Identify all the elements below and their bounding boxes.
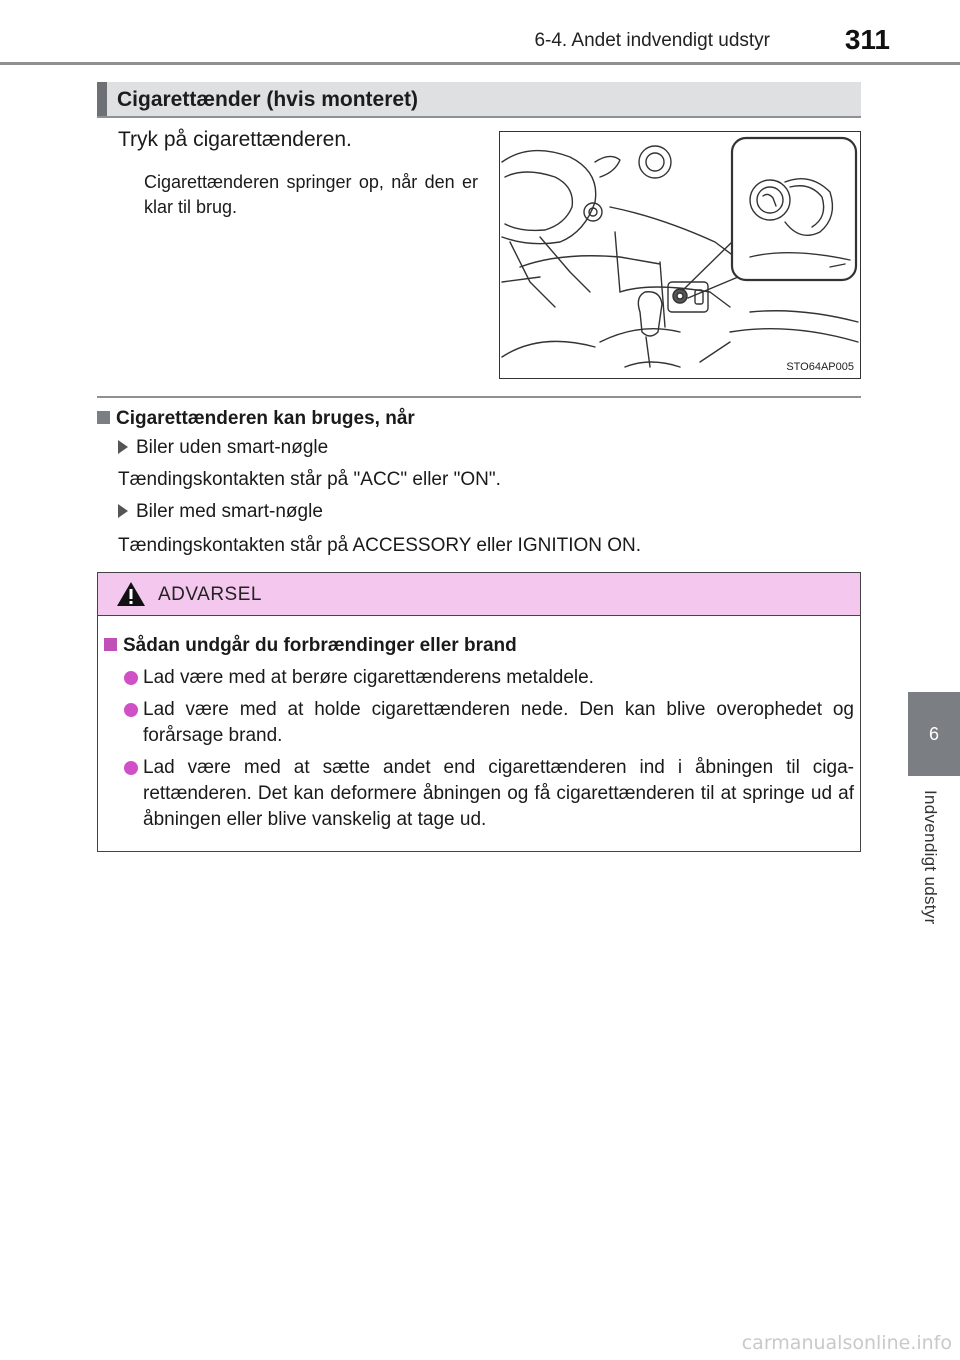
warning-title [104,635,517,657]
bullet-dot-icon [124,671,138,685]
section-title: Cigarettænder (hvis monteret) [117,88,419,111]
warning-header [98,573,860,616]
heading-square-icon [97,411,110,424]
warning-triangle-icon [116,581,146,607]
chapter-label: Indvendigt udstyr [921,790,940,925]
warning-title-text: Sådan undgår du forbrændinger eller brand [123,635,517,656]
triangle-bullet-icon [118,504,128,518]
warning-box [97,572,861,852]
figure-code: STO64AP005 [786,361,854,373]
intro-text [118,128,478,220]
condition-label-text: Biler uden smart-nøgle [136,437,329,458]
condition-label-1 [118,437,328,459]
conditions-heading [97,408,415,430]
warning-item [124,755,854,833]
page-number: 311 [844,24,890,55]
cigarette-lighter-illustration [499,131,861,379]
intro-sub: Cigarettænderen springer op, når den er klar til brug. [144,172,478,217]
warning-item-text: Lad være med at berøre cigarettænderens metaldele. [143,667,594,688]
condition-text-1: Tændingskontakten står på "ACC" eller "ON". [118,469,501,490]
warning-item-text: Lad være med at sætte andet end cigarettænderen ind i åbningen til ciga-rettænderen. Det kan deformere åbningen og få cigarettænderen til at springe ud af åbningen eller blive vanskelig at tage ud. [143,757,854,830]
warning-item [124,665,854,691]
warning-item [124,697,854,749]
warning-label: ADVARSEL [158,584,262,605]
bullet-dot-icon [124,703,138,717]
condition-text-2: Tændingskontakten står på ACCESSORY eller IGNITION ON. [118,535,642,556]
condition-label-text: Biler med smart-nøgle [136,501,323,522]
header-rule [0,62,960,65]
dashboard-drawing [500,132,860,378]
warning-item-text: Lad være med at holde cigarettænderen nede. Den kan blive overophedet og forårsage brand. [143,699,854,746]
triangle-bullet-icon [118,440,128,454]
section-accent [97,82,107,116]
heading-square-icon [104,638,117,651]
section-title-bar [97,82,861,118]
chapter-number: 6 [928,723,939,744]
section-divider [97,396,861,398]
condition-label-2 [118,501,323,523]
intro-lead: Tryk på cigarettænderen. [118,128,352,151]
header-section-title: 6-4. Andet indvendigt udstyr [534,30,770,51]
watermark: carmanualsonline.info [741,1332,952,1354]
bullet-dot-icon [124,761,138,775]
conditions-title: Cigarettænderen kan bruges, når [116,408,415,429]
chapter-tab [908,692,960,776]
